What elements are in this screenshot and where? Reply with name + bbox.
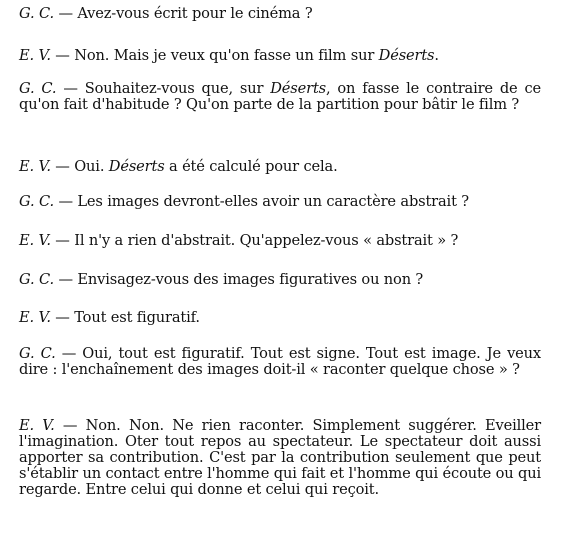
speaker-label: G. C. bbox=[19, 193, 54, 210]
paragraph-text-end: . bbox=[434, 47, 439, 64]
paragraph-text: — Envisagez-vous des images figuratives ou non ? bbox=[53, 271, 424, 288]
speaker-label: E. V. bbox=[19, 417, 55, 434]
paragraph-text: — Souhaitez-vous que, sur bbox=[56, 80, 271, 97]
speaker-label: G. C. bbox=[19, 80, 57, 97]
speaker-label: E. V. bbox=[19, 47, 51, 64]
speaker-label: G. C. bbox=[19, 5, 54, 22]
paragraph-text: — Les images devront-elles avoir un caractère abstrait ? bbox=[53, 193, 469, 210]
paragraph-text: — Tout est figuratif. bbox=[50, 309, 200, 326]
speaker-label: E. V. bbox=[19, 232, 51, 249]
paragraph-text-end: , on fasse le contraire de ce qu'on fait d'habitude ? Qu'on parte de la partition pour bâtir le film ? bbox=[19, 80, 541, 113]
paragraph-text-end: a été calculé pour cela. bbox=[164, 158, 338, 175]
speaker-label: E. V. bbox=[19, 158, 51, 175]
interview-paragraph bbox=[19, 272, 541, 288]
paragraph-text: — Oui, tout est figuratif. Tout est signe. Tout est image. Je veux dire : l'enchaînement des images doit-il « raconter quelque chose » ? bbox=[19, 345, 542, 378]
interview-paragraph bbox=[19, 81, 541, 113]
interview-paragraph bbox=[19, 6, 541, 22]
paragraph-text: — Non. Non. Ne rien raconter. Simplement suggérer. Eveiller l'imagination. Oter tout repos au spectateur. Le spectateur doit aussi apporter sa contribution. C'est par la contribution seulement que peut s'établir un contact entre l'homme qui fait et l'homme qui écoute ou qui regarde. Entre celui qui donne et celui qui reçoit. bbox=[19, 417, 541, 498]
interview-paragraph bbox=[19, 418, 541, 498]
interview-paragraph bbox=[19, 310, 541, 326]
speaker-label: E. V. bbox=[19, 309, 51, 326]
emphasized-title: Déserts bbox=[108, 158, 165, 175]
paragraph-text: — Il n'y a rien d'abstrait. Qu'appelez-vous « abstrait » ? bbox=[50, 232, 459, 249]
interview-paragraph bbox=[19, 159, 541, 175]
paragraph-text: — Oui. bbox=[50, 158, 109, 175]
speaker-label: G. C. bbox=[19, 271, 54, 288]
emphasized-title: Déserts bbox=[378, 47, 435, 64]
interview-paragraph bbox=[19, 48, 541, 64]
interview-paragraph bbox=[19, 194, 541, 210]
emphasized-title: Déserts bbox=[270, 80, 326, 97]
interview-paragraph bbox=[19, 346, 541, 378]
paragraph-text: — Avez-vous écrit pour le cinéma ? bbox=[53, 5, 313, 22]
paragraph-text: — Non. Mais je veux qu'on fasse un film sur bbox=[50, 47, 379, 64]
interview-paragraph bbox=[19, 233, 541, 249]
speaker-label: G. C. bbox=[19, 345, 56, 362]
